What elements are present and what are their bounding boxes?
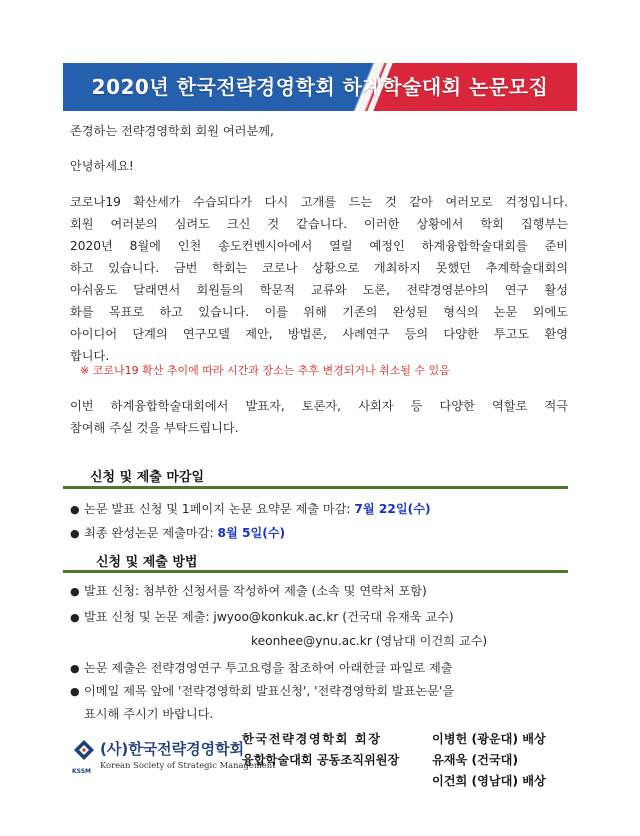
body-line: 아쉬움도 달래면서 회원들의 학문적 교류와 도론, 전략경영분야의 연구 활성: [70, 283, 568, 297]
signature-name: 이병헌 (광운대) 배상: [432, 732, 546, 746]
list-item: ● 발표 신청: 첨부한 신청서를 작성하여 제출 (소속 및 연락처 포함): [70, 584, 427, 598]
deadline-date: 8월 5일(수): [217, 526, 286, 540]
invite-line: 참여해 주실 것을 부탁드립니다.: [70, 421, 239, 435]
body-line: 아이디어 단계의 연구모델 제안, 방법론, 사례연구 등의 다양한 투고도 환영: [70, 327, 568, 341]
body-line: 코로나19 확산세가 수습되다가 다시 고개를 드는 것 같아 여러모로 걱정입니다.: [70, 195, 568, 209]
signature-org: 한국전략경영학회 회장: [242, 732, 382, 746]
kssm-logo: [72, 738, 276, 778]
title-banner: [63, 63, 577, 111]
list-item-continuation: 표시해 주시기 바랍니다.: [84, 707, 214, 721]
deadline-date: 7월 22일(수): [354, 502, 431, 516]
invite-line: 이번 하계융합학술대회에서 발표자, 토론자, 사회자 등 다양한 역할로 적극: [70, 399, 568, 413]
list-item: ● 논문 제출은 전략경영연구 투고요령을 참조하여 아래한글 파일로 제출: [70, 661, 453, 675]
bullet-icon: ●: [70, 662, 80, 675]
body-line: 화를 목표로 하고 있습니다. 이를 위해 기존의 완성된 형식의 논문 외에도: [70, 305, 568, 319]
section-heading-deadline: 신청 및 제출 마감일: [90, 470, 205, 485]
logo-korean-name: (사)한국전략경영학회: [100, 740, 245, 758]
section-divider: [63, 486, 568, 489]
logo-english-name: Korean Society of Strategic Management: [100, 760, 276, 770]
bullet-icon: ●: [70, 611, 80, 624]
signature-name: 이건희 (영남대) 배상: [432, 774, 546, 788]
list-item: ● 최종 완성논문 제출마감: 8월 5일(수): [70, 526, 286, 540]
kssm-emblem-icon: [72, 738, 96, 768]
email-line: keonhee@ynu.ac.kr (영남대 이건희 교수): [251, 634, 488, 648]
notice-text: ※ 코로나19 확산 추이에 따라 시간과 장소는 추후 변경되거나 취소될 수 있음: [80, 364, 450, 377]
bullet-icon: ●: [70, 527, 80, 540]
body-line: 회원 여러분의 심려도 크신 것 같습니다. 이러한 상황에서 학회 집행부는: [70, 217, 568, 231]
body-line: 2020년 8월에 인천 송도컨벤시아에서 열릴 예정인 하계융합학술대회를 준비: [70, 239, 568, 253]
list-item: ● 논문 발표 신청 및 1페이지 논문 요약문 제출 마감: 7월 22일(수): [70, 502, 431, 516]
section-heading-method: 신청 및 제출 방법: [96, 555, 198, 570]
signature-org: 융합학술대회 공동조직위원장: [242, 753, 400, 767]
list-item: ● 이메일 제목 앞에 '전략경영학회 발표신청', '전략경영학회 발표논문'을: [70, 684, 455, 698]
bullet-icon: ●: [70, 503, 80, 516]
body-line: 하고 있습니다. 금번 학회는 코로나 상황으로 개최하지 못했던 추계학술대회의: [70, 261, 568, 275]
section-divider: [63, 570, 568, 573]
hello: 안녕하세요!: [70, 159, 134, 173]
greeting: 존경하는 전략경영학회 회원 여러분께,: [70, 124, 274, 138]
body-line: 합니다.: [70, 349, 110, 363]
logo-abbr: KSSM: [72, 768, 91, 775]
page-title: 2020년 한국전략경영학회 하계학술대회 논문모집: [91, 75, 549, 99]
bullet-icon: ●: [70, 585, 80, 598]
signature-name: 유재욱 (건국대): [432, 753, 519, 767]
list-item: ● 발표 신청 및 논문 제출: jwyoo@konkuk.ac.kr (건국대 유재욱 교수): [70, 610, 454, 624]
bullet-icon: ●: [70, 685, 80, 698]
